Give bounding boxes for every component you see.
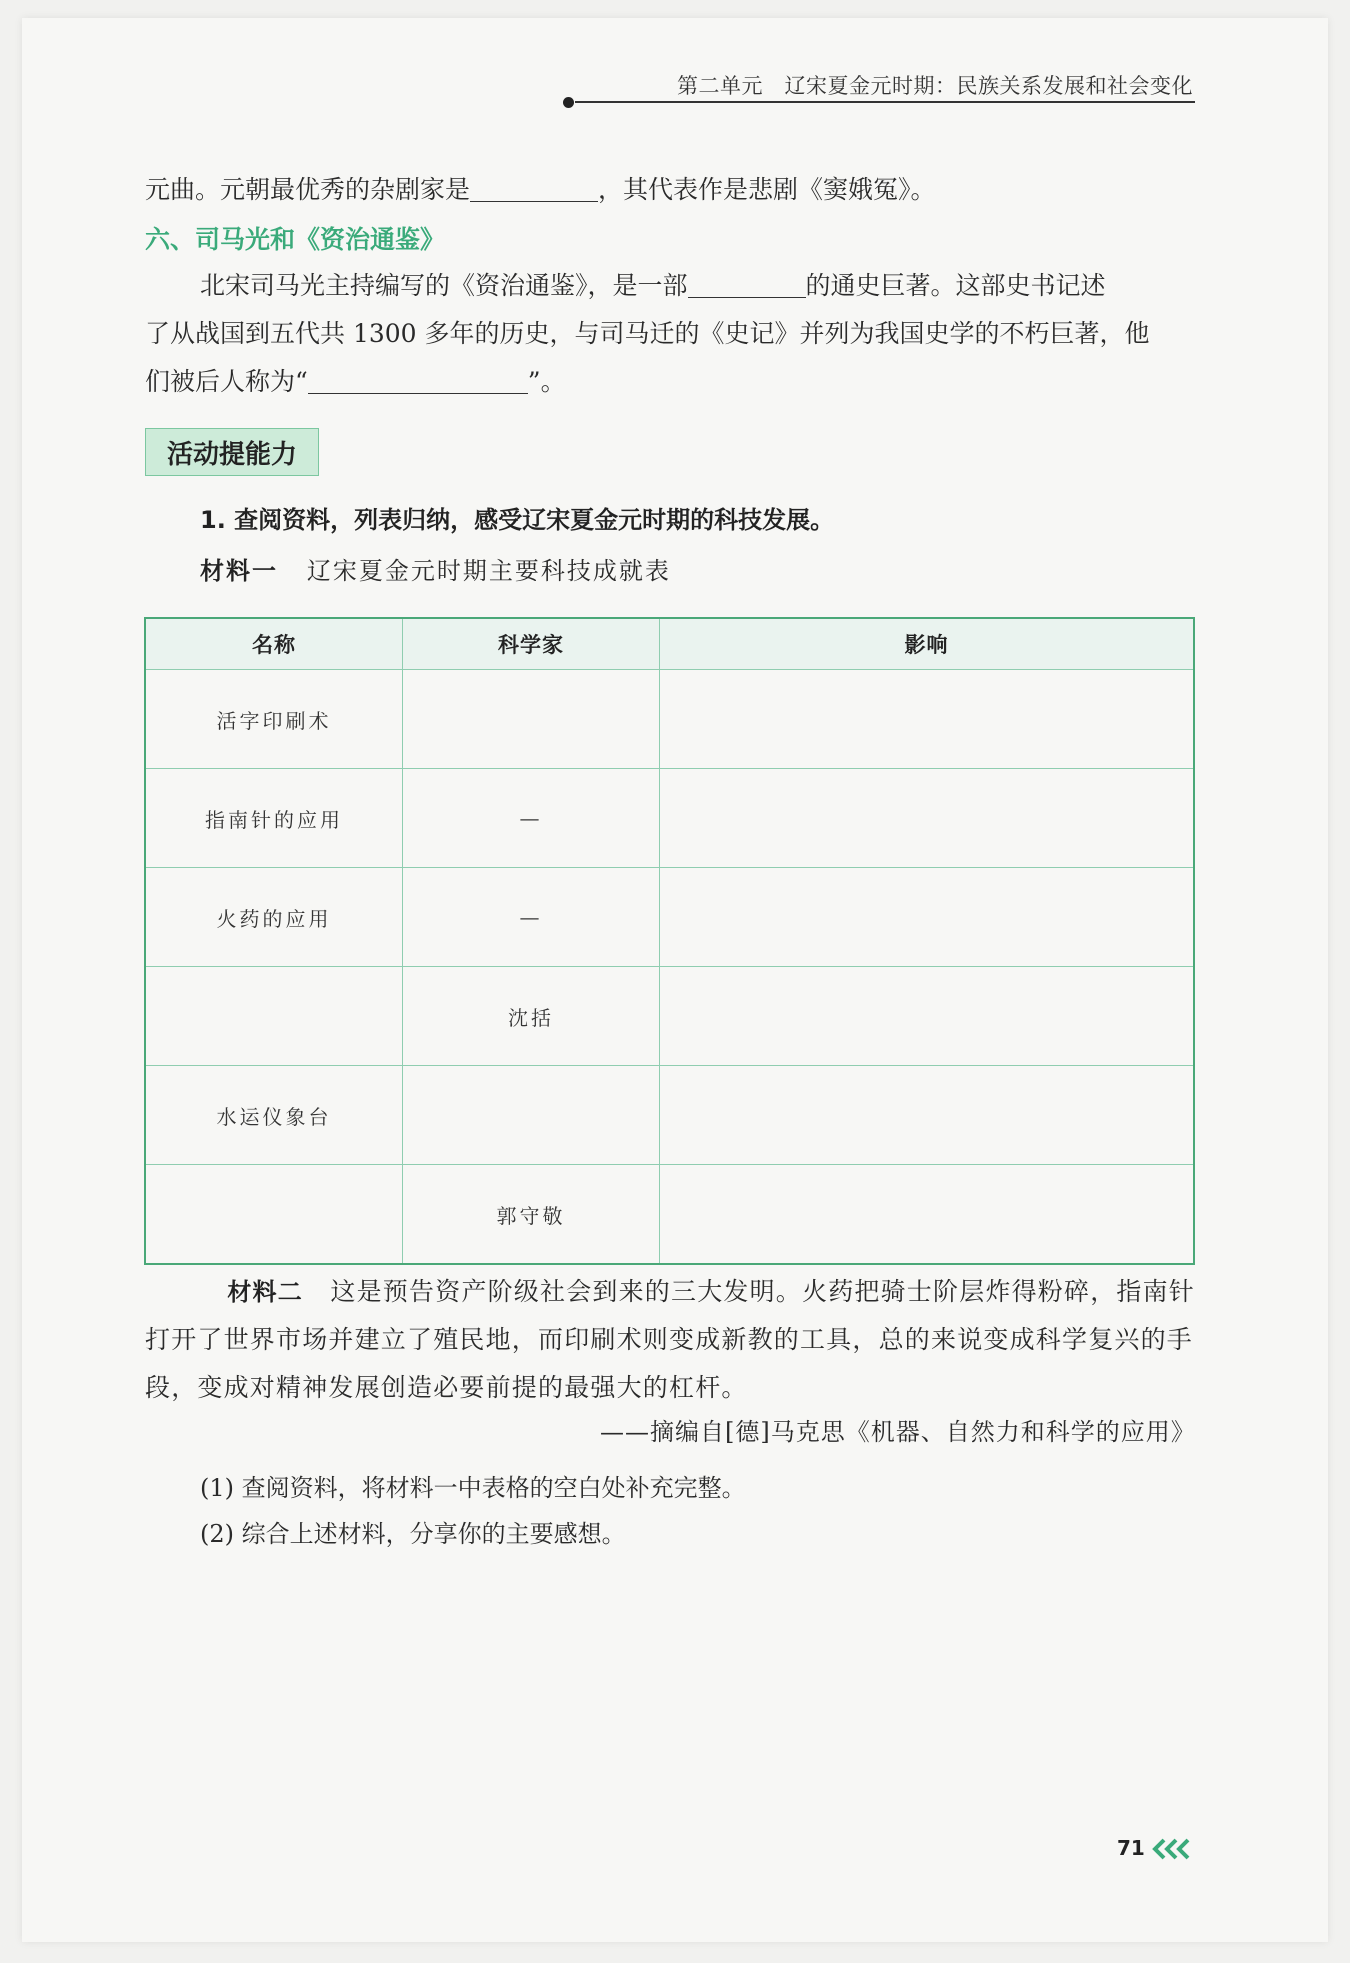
table-row (145, 868, 1194, 967)
fill-blank-nickname[interactable] (308, 363, 528, 394)
cell-scientist: — (403, 769, 660, 868)
material-2-label: 材料二 (227, 1278, 303, 1306)
cell-name[interactable]: 指南针的应用 (145, 769, 403, 868)
header-dot (563, 97, 574, 108)
material-1-caption (200, 551, 671, 586)
section6-line1-b: 的通史巨著。这部史书记述 (805, 271, 1106, 300)
cell-name[interactable] (145, 967, 403, 1066)
section6-line2: 了从战国到五代共 1300 多年的历史，与司马迁的《史记》并列为我国史学的不朽巨著，他 (145, 319, 1150, 348)
cell-scientist[interactable] (403, 1066, 660, 1165)
intro-paragraph (145, 166, 936, 214)
section6-line1 (200, 262, 1106, 310)
section-six-title: 六、司马光和《资治通鉴》 (145, 225, 446, 254)
question-1: 1. 查阅资料，列表归纳，感受辽宋夏金元时期的科技发展。 (200, 506, 835, 534)
cell-scientist[interactable]: 沈括 (403, 967, 660, 1066)
table-header-row (145, 618, 1194, 670)
cell-name[interactable] (145, 1165, 403, 1265)
page-number: 71 (1117, 1836, 1145, 1860)
cell-scientist[interactable] (403, 670, 660, 769)
science-achievements-table (144, 617, 1195, 1265)
table-row (145, 1066, 1194, 1165)
table-row (145, 967, 1194, 1066)
col-header-name: 名称 (145, 618, 403, 670)
intro-text-a: 元曲。元朝最优秀的杂剧家是 (145, 175, 471, 204)
cell-impact[interactable] (660, 769, 1195, 868)
cell-impact[interactable] (660, 967, 1195, 1066)
activity-heading-box: 活动提能力 (145, 428, 319, 476)
table-row (145, 769, 1194, 868)
cell-scientist: — (403, 868, 660, 967)
section6-line3 (145, 358, 566, 406)
table-row (145, 1165, 1194, 1265)
cell-scientist[interactable]: 郭守敬 (403, 1165, 660, 1265)
section6-line3-b: ”。 (527, 367, 566, 396)
col-header-impact: 影响 (660, 618, 1195, 670)
material-1-label: 材料一 (200, 557, 278, 585)
col-header-scientist: 科学家 (403, 618, 660, 670)
cell-impact[interactable] (660, 1066, 1195, 1165)
page-header: 第二单元 辽宋夏金元时期：民族关系发展和社会变化 (677, 74, 1193, 98)
subquestion-2: (2) 综合上述材料，分享你的主要感想。 (200, 1520, 626, 1548)
cell-name[interactable]: 水运仪象台 (145, 1066, 403, 1165)
material-2-text: 这是预告资产阶级社会到来的三大发明。火药把骑士阶层炸得粉碎，指南针打开了世界市场并建立了殖民地，而印刷术则变成新教的工具，总的来说变成科学复兴的手段，变成对精神发展创造必要前提的最强大的杠杆。 (145, 1277, 1195, 1402)
fill-blank-dramatist[interactable] (470, 171, 598, 202)
material-2-citation: ——摘编自[德]马克思《机器、自然力和科学的应用》 (600, 1418, 1196, 1446)
chevron-left-icon (1152, 1838, 1194, 1860)
section6-line1-a: 北宋司马光主持编写的《资治通鉴》，是一部 (200, 271, 688, 300)
cell-name[interactable]: 活字印刷术 (145, 670, 403, 769)
cell-impact[interactable] (660, 1165, 1195, 1265)
header-rule (575, 101, 1195, 103)
intro-text-b: ，其代表作是悲剧《窦娥冤》。 (598, 175, 936, 204)
cell-impact[interactable] (660, 868, 1195, 967)
material-1-title: 辽宋夏金元时期主要科技成就表 (306, 557, 671, 585)
section6-line3-a: 们被后人称为“ (145, 367, 308, 396)
table-row (145, 670, 1194, 769)
cell-name[interactable]: 火药的应用 (145, 868, 403, 967)
fill-blank-book-type[interactable] (688, 267, 806, 298)
cell-impact[interactable] (660, 670, 1195, 769)
subquestion-1: (1) 查阅资料，将材料一中表格的空白处补充完整。 (200, 1474, 746, 1502)
material-2-paragraph (145, 1268, 1195, 1412)
